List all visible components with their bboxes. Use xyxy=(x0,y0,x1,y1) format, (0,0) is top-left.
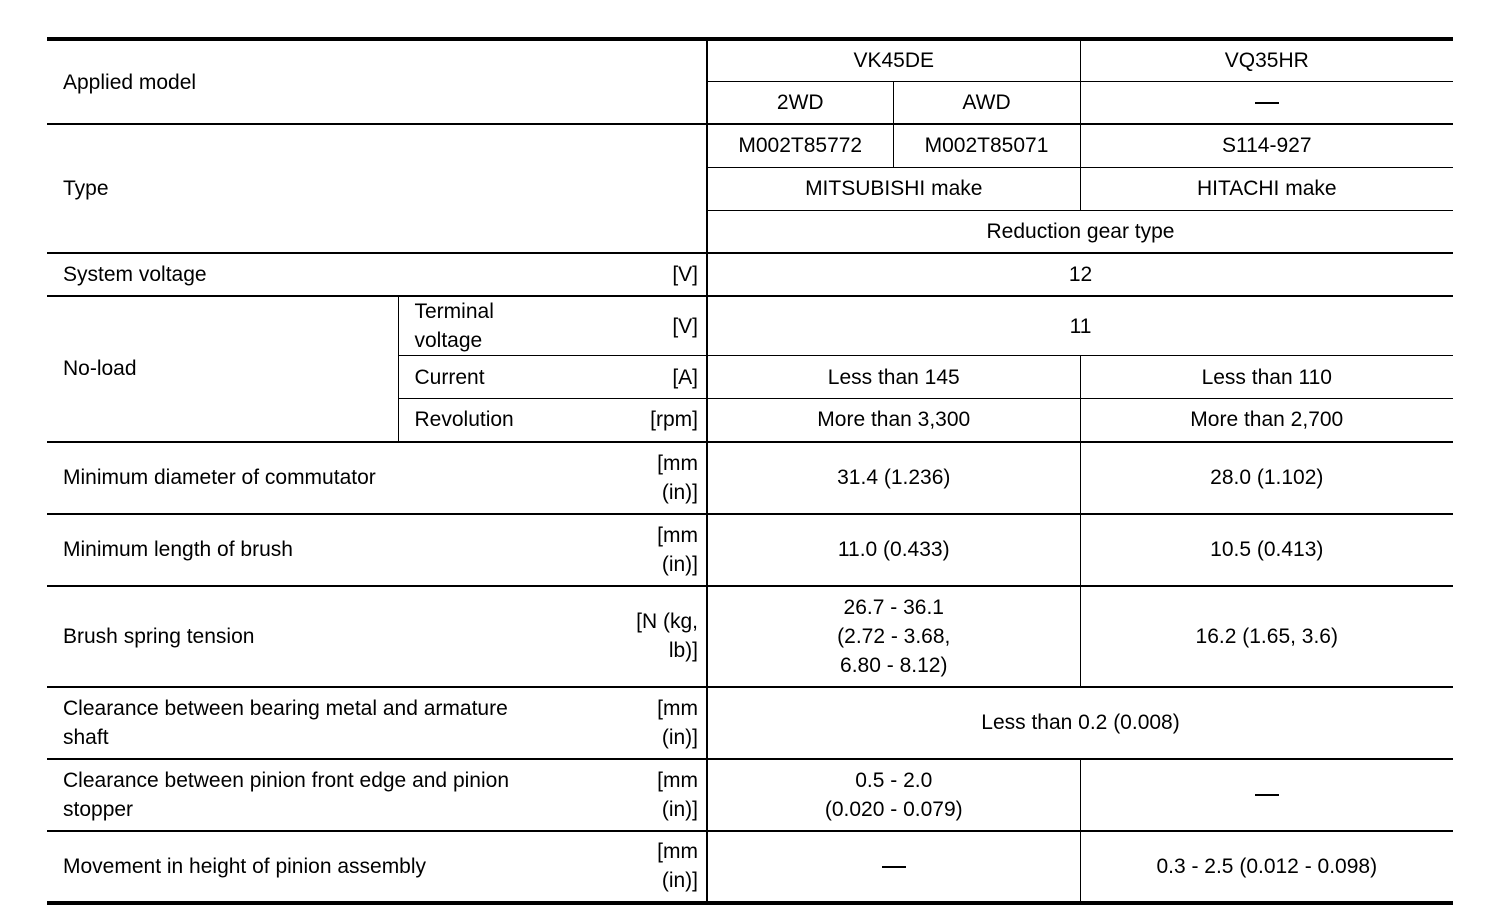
revolution-vk-value: More than 3,300 xyxy=(707,399,1080,442)
spring-tension-label: Brush spring tension xyxy=(47,586,542,687)
type-label: Type xyxy=(47,124,707,253)
pinion-clearance-row xyxy=(47,759,1453,831)
spring-tension-row xyxy=(47,586,1453,687)
header-row-1 xyxy=(47,39,1453,81)
bearing-clearance-unit xyxy=(542,687,707,759)
unit-line: [mm xyxy=(657,523,698,547)
terminal-voltage-unit: [V] xyxy=(542,296,707,356)
commutator-label: Minimum diameter of commutator xyxy=(47,442,542,514)
no-load-label: No-load xyxy=(47,296,398,442)
pinion-movement-unit xyxy=(542,831,707,903)
label-line: Clearance between bearing metal and armature xyxy=(63,696,508,720)
vk45de-2wd-header: 2WD xyxy=(707,81,893,124)
commutator-vk-value: 31.4 (1.236) xyxy=(707,442,1080,514)
value-line: 26.7 - 36.1 xyxy=(843,595,944,619)
starter-spec-table xyxy=(47,37,1453,905)
current-unit: [A] xyxy=(542,356,707,399)
revolution-label: Revolution xyxy=(398,399,542,442)
dash-mark xyxy=(1255,102,1279,104)
pinion-clearance-unit xyxy=(542,759,707,831)
applied-model-label: Applied model xyxy=(47,39,707,124)
vk45de-awd-header: AWD xyxy=(893,81,1080,124)
brush-length-vk-value: 11.0 (0.433) xyxy=(707,514,1080,586)
spring-tension-vk-value xyxy=(707,586,1080,687)
no-load-terminal-row xyxy=(47,296,1453,356)
value-line: (0.020 - 0.079) xyxy=(824,797,963,821)
vk45de-header: VK45DE xyxy=(707,39,1080,81)
system-voltage-value: 12 xyxy=(707,253,1453,296)
pinion-clearance-vk-value xyxy=(707,759,1080,831)
pinion-clearance-vq-value xyxy=(1080,759,1453,831)
value-line: 0.5 - 2.0 xyxy=(855,768,933,792)
gear-type: Reduction gear type xyxy=(707,210,1453,253)
bearing-clearance-value: Less than 0.2 (0.008) xyxy=(707,687,1453,759)
unit-line: [mm xyxy=(657,840,698,863)
current-label: Current xyxy=(398,356,542,399)
brush-length-label: Minimum length of brush xyxy=(47,514,542,586)
current-vk-value: Less than 145 xyxy=(707,356,1080,399)
vk-make: MITSUBISHI make xyxy=(707,167,1080,210)
vq-make: HITACHI make xyxy=(1080,167,1453,210)
vk-awd-part-number: M002T85071 xyxy=(893,124,1080,167)
dash-mark xyxy=(882,866,906,868)
dash-mark xyxy=(1255,794,1279,796)
unit-line: (in)] xyxy=(661,552,698,576)
label-line: shaft xyxy=(63,725,109,749)
label-line: Clearance between pinion front edge and pinion xyxy=(63,768,509,792)
vk-2wd-part-number: M002T85772 xyxy=(707,124,893,167)
spring-tension-unit xyxy=(542,586,707,687)
terminal-voltage-label: Terminal voltage xyxy=(398,296,542,356)
unit-line: [mm xyxy=(657,696,698,720)
commutator-row xyxy=(47,442,1453,514)
label-line: stopper xyxy=(63,797,134,821)
type-row-part xyxy=(47,124,1453,167)
bearing-clearance-label xyxy=(47,687,542,759)
pinion-clearance-label xyxy=(47,759,542,831)
commutator-vq-value: 28.0 (1.102) xyxy=(1080,442,1453,514)
current-vq-value: Less than 110 xyxy=(1080,356,1453,399)
unit-line: (in)] xyxy=(661,869,698,892)
brush-length-row xyxy=(47,514,1453,586)
system-voltage-unit: [V] xyxy=(542,253,707,296)
vq35hr-drive-header xyxy=(1080,81,1453,124)
vq35hr-header: VQ35HR xyxy=(1080,39,1453,81)
unit-line: [mm xyxy=(657,768,698,792)
unit-line: (in)] xyxy=(661,725,698,749)
vq-part-number: S114-927 xyxy=(1080,124,1453,167)
spring-tension-vq-value: 16.2 (1.65, 3.6) xyxy=(1080,586,1453,687)
revolution-unit: [rpm] xyxy=(542,399,707,442)
unit-line: [mm xyxy=(657,451,698,475)
value-line: 6.80 - 8.12) xyxy=(840,653,948,677)
value-line: (2.72 - 3.68, xyxy=(837,624,951,648)
system-voltage-row xyxy=(47,253,1453,296)
brush-length-vq-value: 10.5 (0.413) xyxy=(1080,514,1453,586)
commutator-unit xyxy=(542,442,707,514)
unit-line: lb)] xyxy=(668,639,698,662)
unit-line: (in)] xyxy=(661,797,698,821)
pinion-movement-label: Movement in height of pinion assembly xyxy=(47,831,542,903)
system-voltage-label: System voltage xyxy=(47,253,542,296)
revolution-vq-value: More than 2,700 xyxy=(1080,399,1453,442)
brush-length-unit xyxy=(542,514,707,586)
unit-line: (in)] xyxy=(661,480,698,504)
unit-line: [N (kg, xyxy=(636,610,698,633)
pinion-movement-row xyxy=(47,831,1453,903)
terminal-voltage-value: 11 xyxy=(707,296,1453,356)
bearing-clearance-row xyxy=(47,687,1453,759)
pinion-movement-vq-value: 0.3 - 2.5 (0.012 - 0.098) xyxy=(1080,831,1453,903)
pinion-movement-vk-value xyxy=(707,831,1080,903)
